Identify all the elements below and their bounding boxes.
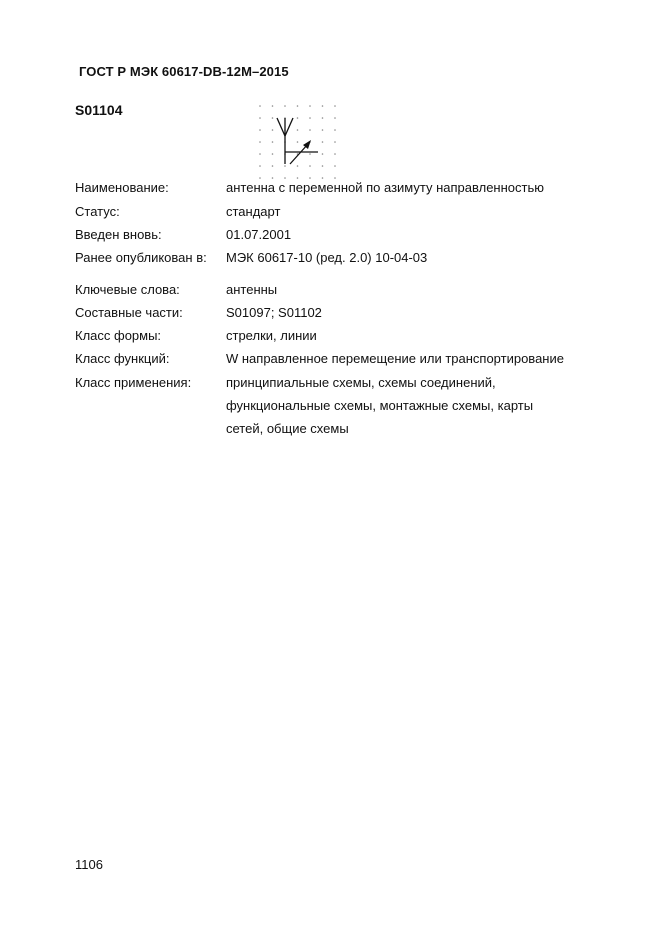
- grid-dot: [272, 153, 274, 155]
- field-label: Класс применения:: [75, 375, 192, 390]
- field-label: Ранее опубликован в:: [75, 250, 207, 265]
- grid-dot: [284, 177, 286, 179]
- grid-dot: [322, 105, 324, 107]
- grid-dot: [284, 105, 286, 107]
- grid-dot: [322, 177, 324, 179]
- grid-dot: [322, 117, 324, 119]
- grid-dot: [259, 117, 261, 119]
- grid-dot: [259, 129, 261, 131]
- application-continuation-line: функциональные схемы, монтажные схемы, карты: [226, 398, 534, 413]
- grid-dot: [322, 141, 324, 143]
- grid-dot: [297, 141, 299, 143]
- grid-dot: [334, 165, 336, 167]
- grid-dot: [322, 165, 324, 167]
- grid-dot: [259, 141, 261, 143]
- grid-dot: [334, 117, 336, 119]
- grid-dot: [297, 129, 299, 131]
- grid-dot: [334, 105, 336, 107]
- grid-dot: [309, 153, 311, 155]
- grid-dot: [259, 153, 261, 155]
- grid-dot: [297, 165, 299, 167]
- field-label: Класс формы:: [75, 328, 162, 343]
- grid-dot: [272, 117, 274, 119]
- grid-dot: [272, 165, 274, 167]
- grid-dot: [309, 129, 311, 131]
- page-number: 1106: [75, 857, 103, 872]
- grid-dot: [334, 141, 336, 143]
- field-label: Класс функций:: [75, 351, 170, 366]
- grid-dot: [309, 117, 311, 119]
- grid-dot: [334, 177, 336, 179]
- field-value: антенны: [226, 282, 278, 297]
- grid-dot: [297, 117, 299, 119]
- grid-dot: [309, 177, 311, 179]
- document-header: ГОСТ Р МЭК 60617-DB-12M–2015: [79, 64, 289, 79]
- field-label: Наименование:: [75, 180, 169, 195]
- grid-dot: [272, 177, 274, 179]
- field-value: принципиальные схемы, схемы соединений,: [226, 375, 496, 390]
- field-value: антенна с переменной по азимуту направленностью: [226, 180, 544, 195]
- grid-dot: [334, 129, 336, 131]
- grid-dot: [322, 153, 324, 155]
- field-label: Статус:: [75, 204, 120, 219]
- grid-dot: [309, 165, 311, 167]
- grid-dot: [259, 177, 261, 179]
- antenna-variable-azimuth-icon: [250, 100, 340, 184]
- field-value: МЭК 60617-10 (ред. 2.0) 10-04-03: [226, 250, 428, 265]
- grid-dot: [334, 153, 336, 155]
- grid-dot: [259, 165, 261, 167]
- grid-dots: [259, 105, 336, 179]
- field-label: Введен вновь:: [75, 227, 162, 242]
- field-value: W направленное перемещение или транспортирование: [226, 351, 564, 366]
- field-value: стандарт: [226, 204, 281, 219]
- field-value: стрелки, линии: [226, 328, 317, 343]
- grid-dot: [309, 105, 311, 107]
- grid-dot: [284, 165, 286, 167]
- field-value: S01097; S01102: [226, 305, 322, 320]
- grid-dot: [297, 177, 299, 179]
- symbol-code: S01104: [75, 102, 123, 118]
- field-value: 01.07.2001: [226, 227, 292, 242]
- grid-dot: [297, 105, 299, 107]
- application-continuation-line: сетей, общие схемы: [226, 421, 349, 436]
- grid-dot: [272, 129, 274, 131]
- field-label: Составные части:: [75, 305, 183, 320]
- grid-dot: [322, 129, 324, 131]
- grid-dot: [272, 141, 274, 143]
- grid-dot: [272, 105, 274, 107]
- grid-dot: [259, 105, 261, 107]
- field-label: Ключевые слова:: [75, 282, 180, 297]
